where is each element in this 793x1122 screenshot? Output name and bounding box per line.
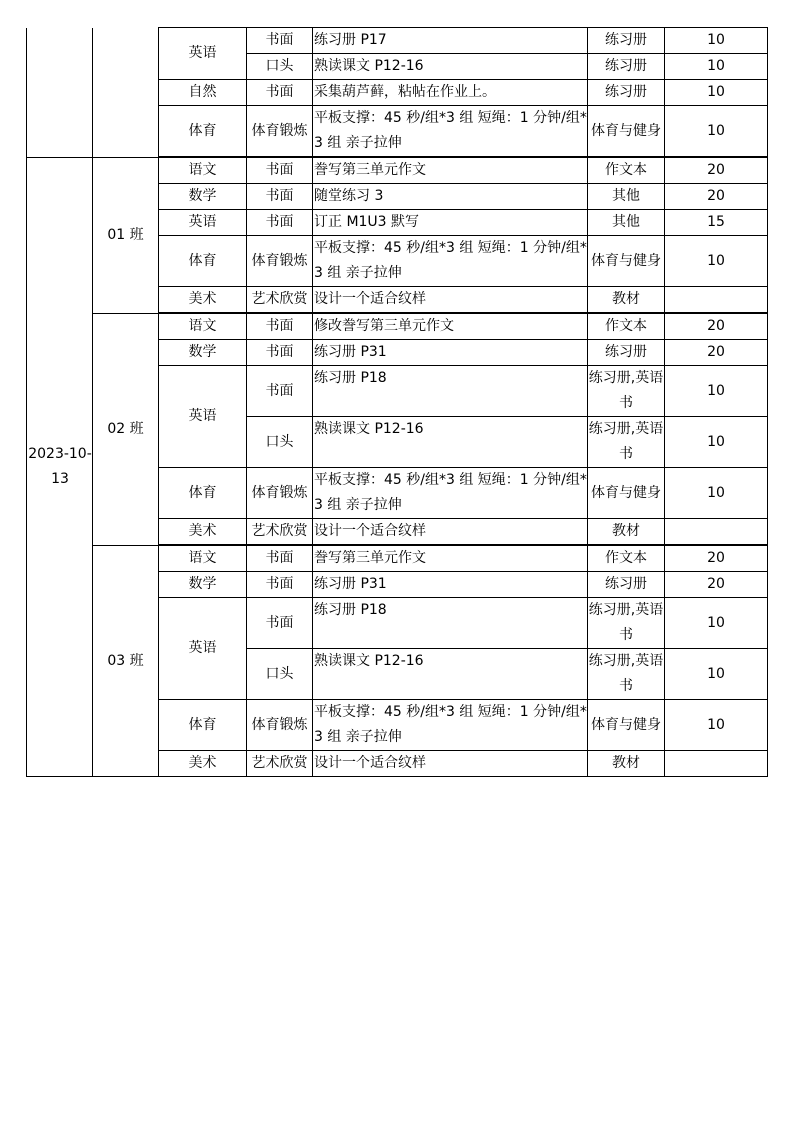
table-row xyxy=(27,546,768,572)
content-cell: 平板支撑：45 秒/组*3 组 短绳：1 分钟/组*3 组 亲子拉伸 xyxy=(313,106,588,157)
minutes-cell: 20 xyxy=(665,184,768,210)
minutes-cell: 10 xyxy=(665,366,768,417)
subject-cell: 英语 xyxy=(159,210,247,236)
material-cell: 其他 xyxy=(588,184,665,210)
content-cell: 设计一个适合纹样 xyxy=(313,287,588,313)
subject-cell: 数学 xyxy=(159,340,247,366)
content-cell: 设计一个适合纹样 xyxy=(313,751,588,777)
type-cell: 艺术欣赏 xyxy=(247,287,313,313)
subject-cell: 自然 xyxy=(159,80,247,106)
content-cell: 修改誊写第三单元作文 xyxy=(313,314,588,340)
material-cell: 练习册,英语书 xyxy=(588,366,665,417)
type-cell: 书面 xyxy=(247,314,313,340)
content-cell: 平板支撑：45 秒/组*3 组 短绳：1 分钟/组*3 组 亲子拉伸 xyxy=(313,700,588,751)
material-cell: 练习册 xyxy=(588,54,665,80)
minutes-cell: 20 xyxy=(665,572,768,598)
content-cell: 练习册 P31 xyxy=(313,340,588,366)
date-cell-empty xyxy=(27,28,93,158)
material-cell: 教材 xyxy=(588,519,665,545)
minutes-cell: 10 xyxy=(665,649,768,700)
type-cell: 口头 xyxy=(247,54,313,80)
material-cell: 作文本 xyxy=(588,158,665,184)
content-cell: 采集葫芦藓，粘帖在作业上。 xyxy=(313,80,588,106)
content-cell: 练习册 P17 xyxy=(313,28,588,54)
material-cell: 练习册 xyxy=(588,80,665,106)
type-cell: 书面 xyxy=(247,572,313,598)
minutes-cell: 20 xyxy=(665,314,768,340)
subject-cell: 语文 xyxy=(159,314,247,340)
minutes-cell: 20 xyxy=(665,546,768,572)
minutes-cell xyxy=(665,519,768,545)
type-cell: 书面 xyxy=(247,598,313,649)
material-cell: 作文本 xyxy=(588,546,665,572)
content-cell: 随堂练习 3 xyxy=(313,184,588,210)
type-cell: 体育锻炼 xyxy=(247,468,313,519)
type-cell: 书面 xyxy=(247,210,313,236)
minutes-cell: 10 xyxy=(665,236,768,287)
minutes-cell: 20 xyxy=(665,340,768,366)
material-cell: 练习册 xyxy=(588,572,665,598)
type-cell: 体育锻炼 xyxy=(247,236,313,287)
material-cell: 体育与健身 xyxy=(588,468,665,519)
minutes-cell: 10 xyxy=(665,80,768,106)
minutes-cell xyxy=(665,751,768,777)
subject-cell: 语文 xyxy=(159,546,247,572)
subject-cell: 英语 xyxy=(159,28,247,80)
minutes-cell xyxy=(665,287,768,313)
material-cell: 体育与健身 xyxy=(588,106,665,157)
content-cell: 平板支撑：45 秒/组*3 组 短绳：1 分钟/组*3 组 亲子拉伸 xyxy=(313,236,588,287)
material-cell: 教材 xyxy=(588,751,665,777)
type-cell: 体育锻炼 xyxy=(247,106,313,157)
minutes-cell: 10 xyxy=(665,28,768,54)
content-cell: 誊写第三单元作文 xyxy=(313,158,588,184)
date-cell xyxy=(27,158,93,777)
content-cell: 平板支撑：45 秒/组*3 组 短绳：1 分钟/组*3 组 亲子拉伸 xyxy=(313,468,588,519)
material-cell: 教材 xyxy=(588,287,665,313)
material-cell: 练习册,英语书 xyxy=(588,598,665,649)
content-cell: 熟读课文 P12-16 xyxy=(313,649,588,700)
content-cell: 熟读课文 P12-16 xyxy=(313,54,588,80)
class-cell: 01 班 xyxy=(93,158,159,314)
type-cell: 书面 xyxy=(247,184,313,210)
type-cell: 口头 xyxy=(247,417,313,468)
subject-cell: 语文 xyxy=(159,158,247,184)
homework-table xyxy=(26,27,768,777)
subject-cell: 美术 xyxy=(159,519,247,545)
content-cell: 誊写第三单元作文 xyxy=(313,546,588,572)
minutes-cell: 10 xyxy=(665,106,768,157)
material-cell: 练习册 xyxy=(588,340,665,366)
subject-cell: 体育 xyxy=(159,468,247,519)
type-cell: 书面 xyxy=(247,340,313,366)
material-cell: 练习册 xyxy=(588,28,665,54)
material-cell: 体育与健身 xyxy=(588,700,665,751)
content-cell: 练习册 P31 xyxy=(313,572,588,598)
minutes-cell: 10 xyxy=(665,417,768,468)
type-cell: 体育锻炼 xyxy=(247,700,313,751)
material-cell: 体育与健身 xyxy=(588,236,665,287)
type-cell: 书面 xyxy=(247,28,313,54)
content-cell: 设计一个适合纹样 xyxy=(313,519,588,545)
minutes-cell: 10 xyxy=(665,54,768,80)
content-cell: 订正 M1U3 默写 xyxy=(313,210,588,236)
type-cell: 艺术欣赏 xyxy=(247,519,313,545)
content-cell: 练习册 P18 xyxy=(313,598,588,649)
content-cell: 熟读课文 P12-16 xyxy=(313,417,588,468)
minutes-cell: 10 xyxy=(665,700,768,751)
subject-cell: 体育 xyxy=(159,236,247,287)
type-cell: 书面 xyxy=(247,158,313,184)
table-row xyxy=(27,314,768,340)
subject-cell: 英语 xyxy=(159,366,247,468)
material-cell: 练习册,英语书 xyxy=(588,649,665,700)
type-cell: 艺术欣赏 xyxy=(247,751,313,777)
type-cell: 书面 xyxy=(247,366,313,417)
subject-cell: 英语 xyxy=(159,598,247,700)
type-cell: 书面 xyxy=(247,546,313,572)
minutes-cell: 20 xyxy=(665,158,768,184)
minutes-cell: 10 xyxy=(665,598,768,649)
subject-cell: 美术 xyxy=(159,751,247,777)
table-row xyxy=(27,158,768,184)
material-cell: 练习册,英语书 xyxy=(588,417,665,468)
class-cell: 03 班 xyxy=(93,546,159,777)
table-row xyxy=(27,28,768,54)
class-cell-empty xyxy=(93,28,159,158)
class-cell: 02 班 xyxy=(93,314,159,546)
minutes-cell: 10 xyxy=(665,468,768,519)
type-cell: 书面 xyxy=(247,80,313,106)
minutes-cell: 15 xyxy=(665,210,768,236)
date-label: 2023-10-13 xyxy=(28,446,92,487)
material-cell: 其他 xyxy=(588,210,665,236)
subject-cell: 数学 xyxy=(159,184,247,210)
type-cell: 口头 xyxy=(247,649,313,700)
subject-cell: 数学 xyxy=(159,572,247,598)
subject-cell: 体育 xyxy=(159,700,247,751)
subject-cell: 体育 xyxy=(159,106,247,157)
content-cell: 练习册 P18 xyxy=(313,366,588,417)
material-cell: 作文本 xyxy=(588,314,665,340)
subject-cell: 美术 xyxy=(159,287,247,313)
